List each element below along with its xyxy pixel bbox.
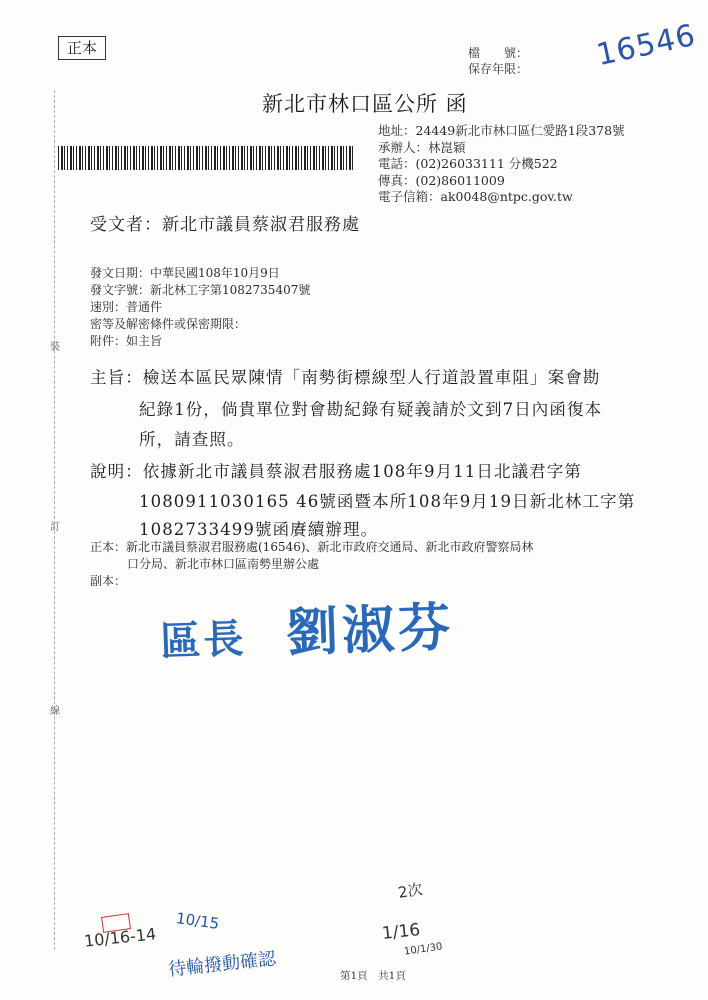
contact-handler: 承辦人：林崑穎: [378, 140, 466, 155]
explanation-line: 1082733499號函賡續辦理。: [139, 520, 379, 539]
page-footer: 第1頁 共1頁: [340, 970, 406, 982]
barcode: [58, 146, 354, 170]
retention-label: 保存年限：: [468, 62, 529, 76]
copy-label: 正本: [58, 36, 106, 60]
contact-phone: 電話：(02)26033111 分機522: [378, 156, 558, 171]
handwritten-date: 10/15: [174, 909, 221, 933]
speed: 速別：普通件: [90, 300, 163, 314]
signature-stamp: [159, 585, 456, 670]
handwritten-mark: 10/1/30: [403, 941, 444, 958]
explanation-line: 1080911030165 46號函暨本所108年9月19日新北林工字第: [139, 492, 636, 511]
subject-line: 主旨：檢送本區民眾陳情「南勢街標線型人行道設置車阻」案會勘: [90, 368, 601, 387]
handwritten-mark: 1/16: [381, 920, 422, 944]
issue-date: 發文日期：中華民國108年10月9日: [90, 266, 280, 280]
distribution-main: 口分局、新北市林口區南勢里辦公處: [127, 557, 320, 571]
contact-fax: 傳真：(02)86011009: [378, 173, 505, 188]
binding-mark: 線: [50, 706, 60, 717]
handwritten-number: 16546: [593, 17, 699, 74]
signature-title: 區長: [159, 615, 248, 666]
recipient: 受文者：新北市議員蔡淑君服務處: [90, 215, 360, 235]
contact-email: 電子信箱：ak0048@ntpc.gov.tw: [378, 189, 573, 204]
attachment: 附件：如主旨: [90, 334, 163, 348]
binding-mark: 訂: [50, 522, 60, 533]
doc-number: 發文字號：新北林工字第1082735407號: [90, 283, 311, 297]
handwritten-note: 待輪撥動確認: [167, 948, 277, 981]
handwritten-date: 10/16-14: [83, 924, 158, 951]
signature-name: 劉淑芬: [285, 596, 456, 664]
binding-mark: 裝: [50, 342, 60, 353]
handwritten-mark: 2次: [396, 879, 425, 902]
subject-line: 所，請查照。: [139, 430, 245, 449]
archive-number-label: 檔 號：: [468, 46, 529, 60]
contact-address: 地址：24449新北市林口區仁愛路1段378號: [378, 123, 625, 138]
subject-line: 紀錄1份，倘貴單位對會勘紀錄有疑義請於文到7日內函復本: [139, 400, 603, 419]
secrecy: 密等及解密條件或保密期限：: [90, 317, 247, 331]
explanation-line: 說明：依據新北市議員蔡淑君服務處108年9月11日北議君字第: [90, 462, 582, 481]
distribution-copy: 副本：: [90, 574, 127, 588]
page-title: 新北市林口區公所 函: [262, 92, 468, 116]
distribution-main: 正本：新北市議員蔡淑君服務處(16546)、新北市政府交通局、新北市政府警察局林: [90, 540, 534, 554]
